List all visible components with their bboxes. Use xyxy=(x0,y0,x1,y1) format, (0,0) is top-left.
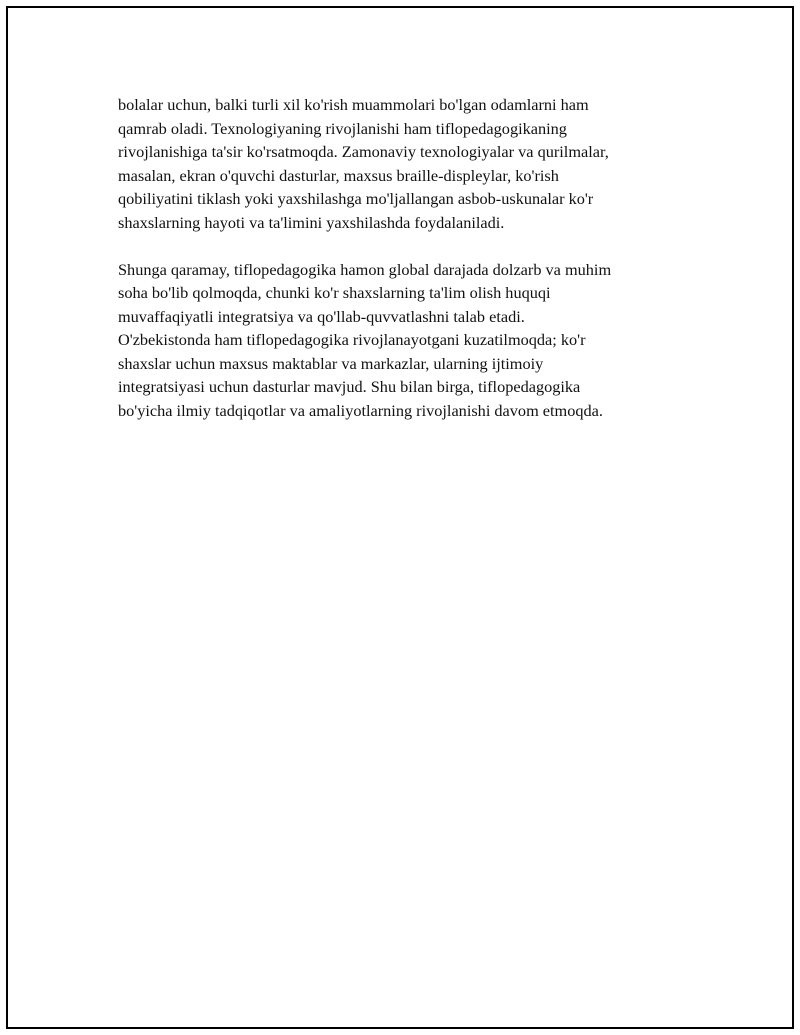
text-line: qamrab oladi. Texnologiyaning rivojlanishi ham tiflopedagogikaning xyxy=(118,118,567,138)
document-body xyxy=(118,93,698,422)
paragraph-2 xyxy=(118,258,698,423)
text-line: bolalar uchun, balki turli xil ko'rish muammolari bo'lgan odamlarni ham xyxy=(118,95,589,114)
text-line: rivojlanishiga ta'sir ko'rsatmoqda. Zamonaviy texnologiyalar va qurilmalar, xyxy=(118,142,609,161)
text-line: masalan, ekran o'quvchi dasturlar, maxsus braille-displeylar, ko'rish xyxy=(118,165,559,185)
text-line: soha bo'lib qolmoqda, chunki ko'r shaxslarning ta'lim olish huquqi xyxy=(118,283,551,302)
text-line: Shunga qaramay, tiflopedagogika hamon global darajada dolzarb va muhim xyxy=(118,259,612,279)
text-line: O'zbekistonda ham tiflopedagogika rivojlanayotgani kuzatilmoqda; ko'r xyxy=(118,330,586,349)
text-line: shaxslar uchun maxsus maktablar va markazlar, ularning ijtimoiy xyxy=(118,353,544,373)
text-line: bo'yicha ilmiy tadqiqotlar va amaliyotlarning rivojlanishi davom etmoqda. xyxy=(118,400,603,420)
text-line: integratsiyasi uchun dasturlar mavjud. Shu bilan birga, tiflopedagogika xyxy=(118,377,581,396)
text-line: muvaffaqiyatli integratsiya va qo'llab-quvvatlashni talab etadi. xyxy=(118,306,525,326)
text-line: qobiliyatini tiklash yoki yaxshilashga mo'ljallangan asbob-uskunalar ko'r xyxy=(118,189,594,208)
paragraph-1 xyxy=(118,93,698,234)
text-line: shaxslarning hayoti va ta'limini yaxshilashda foydalaniladi. xyxy=(118,212,505,232)
